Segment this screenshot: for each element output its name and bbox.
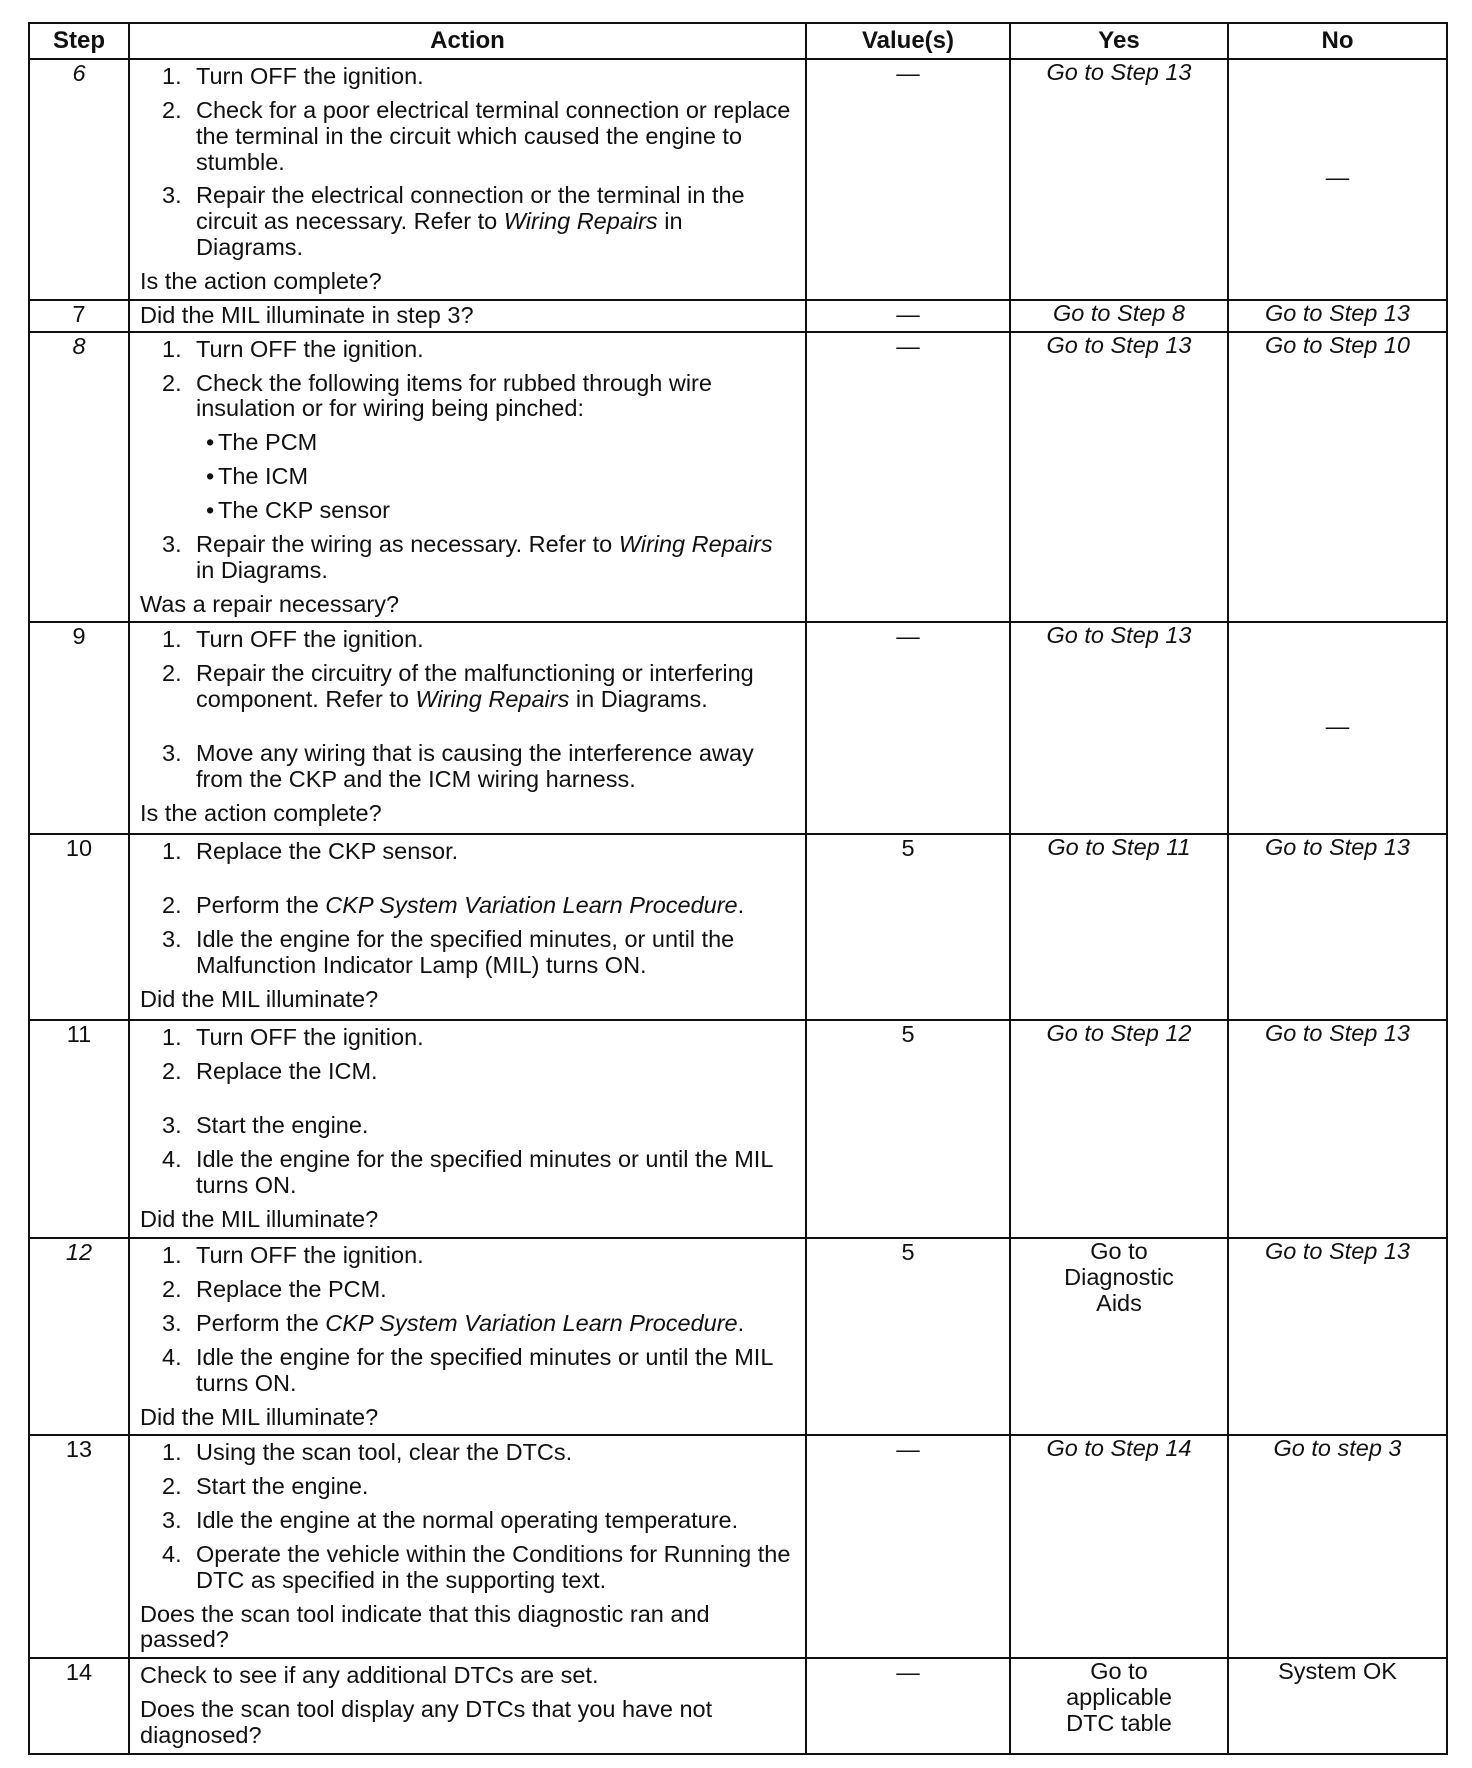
action-text: Check to see if any additional DTCs are set.: [140, 1662, 599, 1689]
yes-cell: Go to Step 12: [1010, 1020, 1228, 1238]
value-cell: —: [806, 622, 1010, 834]
list-item: 3. Perform the CKP System Variation Learn Procedure.: [162, 1310, 745, 1337]
list-item: 2. Check for a poor electrical terminal connection or replace the terminal in the circuit which caused the engine to stumble.: [162, 96, 791, 175]
step-number: 7: [29, 300, 129, 332]
list-item: 4. Idle the engine for the specified minutes or until the MIL turns ON.: [162, 1343, 773, 1396]
question-text: Is the action complete?: [140, 799, 382, 826]
list-item: 3. Idle the engine for the specified minutes, or until the Malfunction Indicator Lamp (MIL) turns ON.: [162, 926, 735, 978]
no-cell: Go to Step 13: [1228, 834, 1447, 1020]
list-item: 1. Turn OFF the ignition.: [162, 1242, 424, 1269]
table-row-step-13: [29, 1435, 1447, 1658]
list-item: 2. Repair the circuitry of the malfunctioning or interfering component. Refer to Wiring Repairs in Diagrams.: [162, 660, 754, 713]
list-item: 3. Repair the electrical connection or the terminal in the circuit as necessary. Refer to Wiring Repairs in Diagrams.: [162, 182, 745, 261]
list-item: 1. Using the scan tool, clear the DTCs.: [162, 1439, 573, 1466]
action-list: [140, 1440, 795, 1593]
step-number: 13: [29, 1435, 129, 1658]
step-number: 8: [29, 332, 129, 623]
step-number: 9: [29, 622, 129, 834]
step-number: 12: [29, 1238, 129, 1435]
table-row-step-14: [29, 1658, 1447, 1754]
value-cell: 5: [806, 834, 1010, 1020]
list-item: 2. Start the engine.: [162, 1473, 369, 1500]
table-row-step-8: [29, 332, 1447, 623]
question-text: Did the MIL illuminate?: [140, 1205, 379, 1232]
list-item: 1. Turn OFF the ignition.: [162, 1024, 424, 1051]
table-row-step-6: [29, 59, 1447, 300]
header-no: No: [1228, 23, 1447, 59]
list-item: 3. Move any wiring that is causing the interference away from the CKP and the ICM wiring harness.: [162, 739, 754, 792]
action-list: [140, 64, 795, 261]
action-list: [140, 839, 795, 978]
bullet-item: • The PCM: [206, 429, 318, 456]
action-cell: [129, 332, 806, 623]
no-cell: Go to Step 10: [1228, 332, 1447, 623]
diagnostic-steps-table: [28, 22, 1448, 1755]
value-cell: 5: [806, 1238, 1010, 1435]
bullet-item: • The CKP sensor: [206, 496, 390, 523]
action-cell: [129, 1238, 806, 1435]
action-cell: [129, 1020, 806, 1238]
no-cell: —: [1228, 622, 1447, 834]
table-row-step-11: [29, 1020, 1447, 1238]
header-yes: Yes: [1010, 23, 1228, 59]
no-cell: Go to Step 13: [1228, 1020, 1447, 1238]
yes-cell: Go to Step 13: [1010, 59, 1228, 300]
value-cell: —: [806, 1658, 1010, 1754]
action-cell: [129, 834, 806, 1020]
action-cell: [129, 622, 806, 834]
step-number: 14: [29, 1658, 129, 1754]
list-item: 1. Turn OFF the ignition.: [162, 63, 424, 89]
bullet-list: [196, 430, 795, 524]
value-cell: 5: [806, 1020, 1010, 1238]
list-item: 1. Turn OFF the ignition.: [162, 626, 424, 653]
question-text: Is the action complete?: [140, 267, 382, 294]
step-number: 11: [29, 1020, 129, 1238]
action-list: [140, 1243, 795, 1396]
yes-cell: Go to applicable DTC table: [1010, 1658, 1228, 1754]
table-row-step-10: [29, 834, 1447, 1020]
table-header-row: [29, 23, 1447, 59]
yes-cell: Go to Step 13: [1010, 622, 1228, 834]
yes-cell: Go to Step 8: [1010, 300, 1228, 332]
header-values: Value(s): [806, 23, 1010, 59]
question-text: Did the MIL illuminate?: [140, 985, 379, 1012]
table-row-step-12: [29, 1238, 1447, 1435]
yes-cell: Go to Step 11: [1010, 834, 1228, 1020]
step-number: 10: [29, 834, 129, 1020]
question-text: Did the MIL illuminate in step 3?: [129, 300, 806, 332]
value-cell: —: [806, 1435, 1010, 1658]
action-list: [140, 627, 795, 792]
value-cell: —: [806, 300, 1010, 332]
no-cell: System OK: [1228, 1658, 1447, 1754]
no-cell: Go to step 3: [1228, 1435, 1447, 1658]
table-row-step-9: [29, 622, 1447, 834]
action-cell: [129, 1658, 806, 1754]
list-item: 2. Replace the ICM.: [162, 1058, 378, 1085]
table-row-step-7: [29, 300, 1447, 332]
question-text: Was a repair necessary?: [140, 590, 400, 617]
list-item: 2. Replace the PCM.: [162, 1276, 387, 1303]
action-list: [140, 337, 795, 584]
list-item: 1. Turn OFF the ignition.: [162, 335, 424, 362]
list-item: 3. Idle the engine at the normal operating temperature.: [162, 1507, 739, 1534]
action-list: [140, 1025, 795, 1198]
list-item: 3. Repair the wiring as necessary. Refer to Wiring Repairs in Diagrams.: [162, 530, 773, 583]
yes-cell: Go to Step 14: [1010, 1435, 1228, 1658]
list-item: 4. Idle the engine for the specified minutes or until the MIL turns ON.: [162, 1145, 773, 1198]
bullet-item: • The ICM: [206, 463, 309, 490]
list-item: 2. Check the following items for rubbed through wire insulation or for wiring being pinched: • The PCM • The ICM • The CKP sensor: [140, 371, 795, 524]
question-text: Does the scan tool display any DTCs that you have not diagnosed?: [140, 1696, 713, 1748]
value-cell: —: [806, 332, 1010, 623]
no-cell: Go to Step 13: [1228, 300, 1447, 332]
header-step: Step: [29, 23, 129, 59]
no-cell: Go to Step 13: [1228, 1238, 1447, 1435]
header-action: Action: [129, 23, 806, 59]
list-item: 4. Operate the vehicle within the Conditions for Running the DTC as specified in the supporting text.: [162, 1540, 791, 1593]
value-cell: —: [806, 59, 1010, 300]
list-item: 3. Start the engine.: [162, 1112, 369, 1139]
diagnostic-table-page: [28, 22, 1446, 1755]
no-cell: —: [1228, 59, 1447, 300]
yes-cell: Go to Step 13: [1010, 332, 1228, 623]
step-number: 6: [29, 59, 129, 300]
list-item: 1. Replace the CKP sensor.: [162, 838, 459, 865]
question-text: Did the MIL illuminate?: [140, 1403, 379, 1430]
question-text: Does the scan tool indicate that this diagnostic ran and passed?: [140, 1600, 710, 1653]
action-cell: [129, 59, 806, 300]
yes-cell: Go to Diagnostic Aids: [1010, 1238, 1228, 1435]
list-item: 2. Perform the CKP System Variation Learn Procedure.: [162, 892, 745, 919]
action-cell: [129, 1435, 806, 1658]
